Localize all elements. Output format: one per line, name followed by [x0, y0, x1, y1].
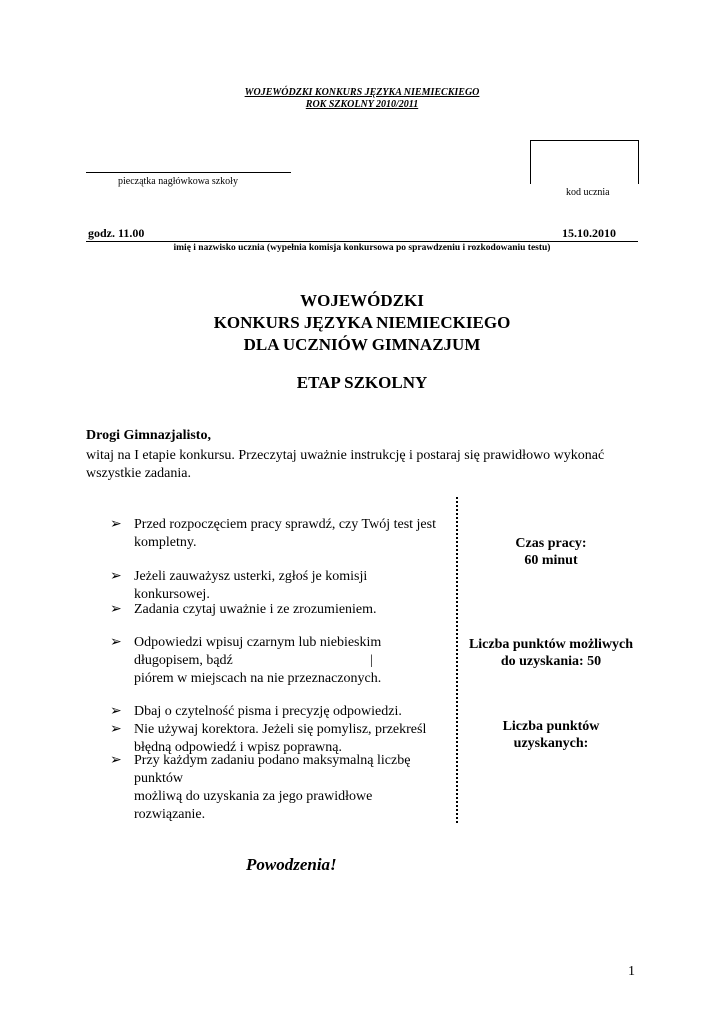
bullet-arrow-icon: ➢	[110, 635, 122, 650]
stamp-line	[86, 172, 291, 173]
header-contest-name: WOJEWÓDZKI KONKURS JĘZYKA NIEMIECKIEGO	[244, 87, 480, 98]
stray-pipe: |	[370, 653, 373, 668]
instruction-item	[112, 568, 457, 604]
student-name-label: imię i nazwisko ucznia (wypełnia komisja konkursowa po sprawdzeniu i rozkodowaniu testu)	[173, 243, 551, 253]
instruction-text	[134, 652, 457, 670]
student-code-label: kod ucznia	[566, 187, 610, 198]
instruction-item	[112, 634, 457, 688]
instruction-item	[112, 516, 457, 552]
scored-points-label: Liczba punktów	[502, 719, 600, 734]
greeting: Drogi Gimnazjalisto,	[86, 428, 211, 443]
work-time-label: Czas pracy:	[515, 536, 587, 551]
instruction-text: możliwą do uzyskania za jego prawidłowe rozwiązanie.	[134, 789, 373, 822]
instruction-text: Nie używaj korektora. Jeżeli się pomylisz, przekreśl błędną odpowiedź i wpisz poprawną.	[134, 722, 427, 755]
instruction-text: Przy każdym zadaniu podano maksymalną liczbę punktów	[134, 753, 411, 786]
student-code-box[interactable]	[530, 140, 639, 184]
title-line-1: WOJEWÓDZKI	[300, 291, 424, 310]
student-name-line[interactable]	[86, 241, 638, 242]
bullet-arrow-icon: ➢	[110, 602, 122, 617]
stamp-label: pieczątka nagłówkowa szkoły	[118, 176, 238, 187]
instruction-text: Jeżeli zauważysz usterki, zgłoś je komisji konkursowej.	[134, 569, 368, 602]
title-line-2: KONKURS JĘZYKA NIEMIECKIEGO	[213, 313, 511, 332]
instruction-text: Zadania czytaj uważnie i ze zrozumieniem.	[134, 602, 377, 617]
bullet-arrow-icon: ➢	[110, 753, 122, 768]
page-number: 1	[628, 964, 635, 979]
instruction-text: Przed rozpoczęciem pracy sprawdź, czy Twój test jest kompletny.	[134, 517, 436, 550]
instruction-text: długopisem, bądź	[134, 653, 233, 668]
bullet-arrow-icon: ➢	[110, 704, 122, 719]
exam-date: 15.10.2010	[562, 226, 616, 240]
max-points-label: Liczba punktów możliwych	[468, 637, 634, 652]
instruction-text: Dbaj o czytelność pisma i precyzję odpowiedzi.	[134, 704, 402, 719]
instruction-text: Odpowiedzi wpisuj czarnym lub niebieskim	[134, 635, 382, 650]
intro-text: witaj na I etapie konkursu. Przeczytaj uważnie instrukcję i postaraj się prawidłowo wykonać wszystkie zadania.	[86, 448, 605, 481]
scored-points-label-2: uzyskanych:	[513, 736, 589, 751]
instruction-item	[112, 703, 457, 721]
stage-title: ETAP SZKOLNY	[296, 373, 428, 392]
title-line-3: DLA UCZNIÓW GIMNAZJUM	[243, 335, 481, 354]
bullet-arrow-icon: ➢	[110, 722, 122, 737]
work-time-value: 60 minut	[524, 553, 578, 568]
exam-time: godz. 11.00	[88, 226, 145, 240]
bullet-arrow-icon: ➢	[110, 569, 122, 584]
instruction-item	[112, 752, 457, 824]
bullet-arrow-icon: ➢	[110, 517, 122, 532]
max-points-value: do uzyskania: 50	[500, 654, 602, 669]
good-luck-text: Powodzenia!	[246, 855, 337, 874]
instruction-text: piórem w miejscach na nie przeznaczonych.	[134, 671, 382, 686]
instruction-item	[112, 601, 457, 619]
header-school-year: ROK SZKOLNY 2010/2011	[305, 99, 419, 110]
